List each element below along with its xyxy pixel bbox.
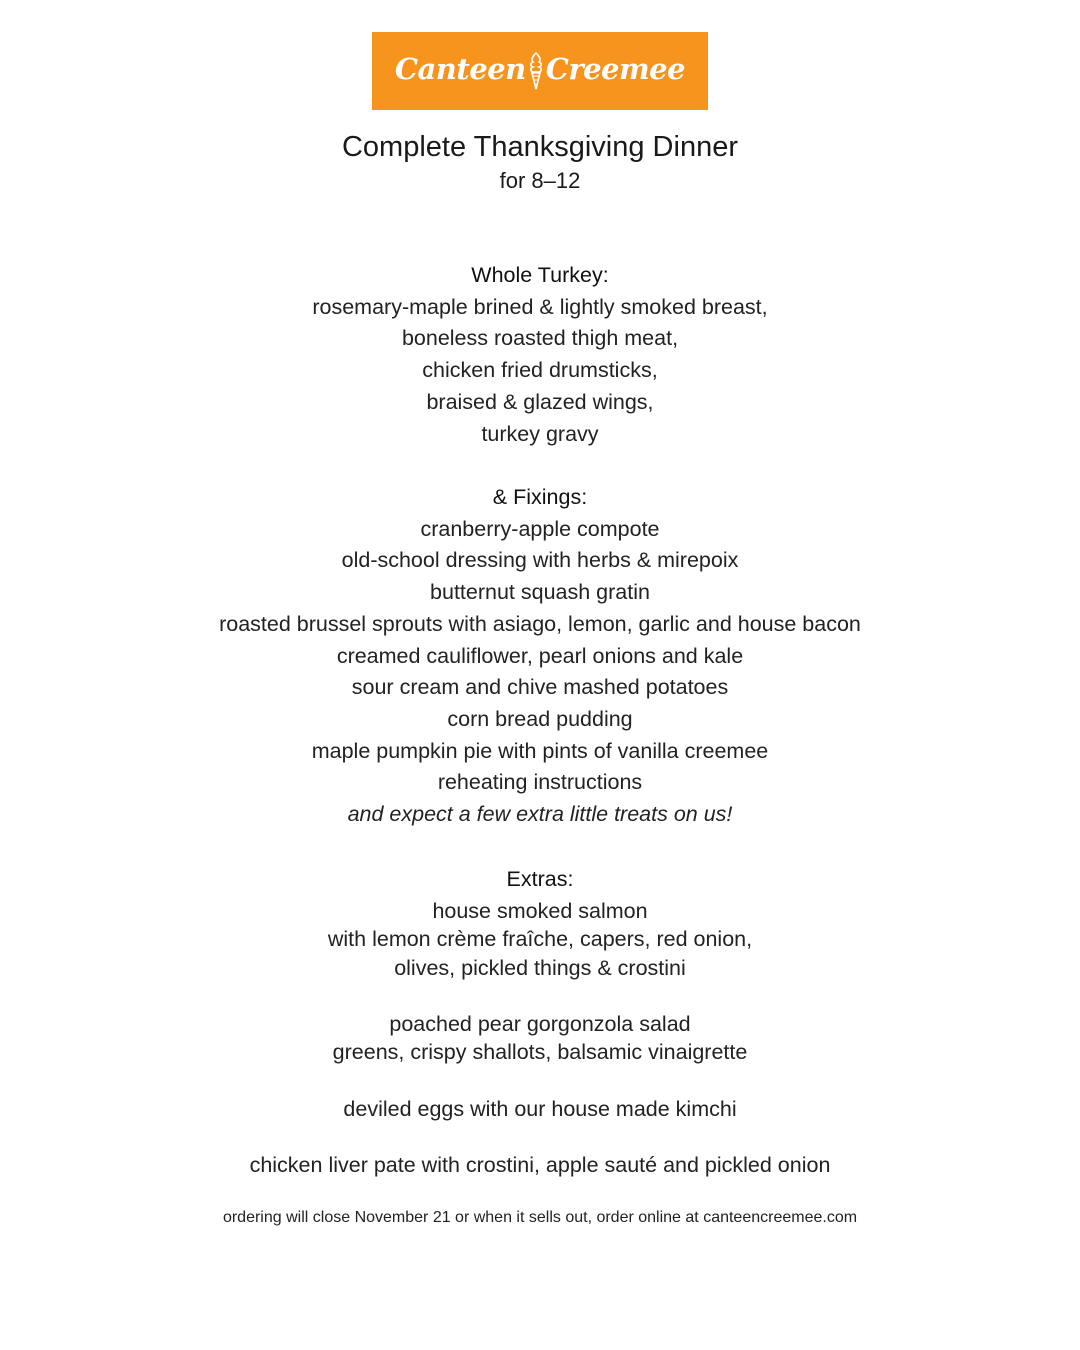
extras-group-salad <box>0 1010 1080 1067</box>
menu-item: corn bread pudding <box>447 706 633 731</box>
ice-cream-cone-icon <box>527 51 545 91</box>
page-subtitle: for 8–12 <box>499 168 581 193</box>
extras-item: poached pear gorgonzola salad <box>389 1012 691 1036</box>
logo-wordmark <box>395 51 685 91</box>
extras-heading-block <box>0 864 1080 896</box>
extras-group-pate <box>0 1151 1080 1179</box>
turkey-section <box>0 260 1080 450</box>
turkey-heading: Whole Turkey: <box>471 263 609 287</box>
menu-item: roasted brussel sprouts with asiago, lemon, garlic and house bacon <box>219 611 861 636</box>
menu-item: creamed cauliflower, pearl onions and kale <box>336 643 744 668</box>
ordering-footer: ordering will close November 21 or when it sells out, order online at canteencreemee.com <box>222 1209 858 1226</box>
menu-item: old-school dressing with herbs & mirepoix <box>341 548 739 573</box>
menu-item: boneless roasted thigh meat, <box>401 326 679 351</box>
extras-item: olives, pickled things & crostini <box>394 955 686 980</box>
brand-logo <box>372 32 708 110</box>
menu-item: maple pumpkin pie with pints of vanilla creemee <box>311 738 769 763</box>
menu-item: rosemary-maple brined & lightly smoked breast, <box>312 294 768 319</box>
logo-text-right: Creemee <box>545 52 686 86</box>
fixings-note: and expect a few extra little treats on us! <box>347 802 733 827</box>
logo-text-left: Canteen <box>394 52 526 86</box>
extras-item: house smoked salmon <box>432 899 648 923</box>
extras-item: with lemon crème fraîche, capers, red onion, <box>327 927 753 952</box>
menu-item: butternut squash gratin <box>430 580 650 605</box>
menu-item: chicken fried drumsticks, <box>422 358 658 383</box>
menu-item: sour cream and chive mashed potatoes <box>351 675 729 700</box>
extras-item: deviled eggs with our house made kimchi <box>343 1097 737 1121</box>
extras-item: greens, crispy shallots, balsamic vinaigrette <box>332 1040 748 1065</box>
extras-item: chicken liver pate with crostini, apple sauté and pickled onion <box>249 1153 831 1177</box>
menu-item: cranberry-apple compote <box>420 516 660 541</box>
extras-heading: Extras: <box>506 867 574 891</box>
menu-item: turkey gravy <box>481 421 599 446</box>
extras-group-salmon <box>0 897 1080 982</box>
fixings-heading: & Fixings: <box>492 485 588 509</box>
extras-group-eggs <box>0 1095 1080 1123</box>
page-title: Complete Thanksgiving Dinner <box>341 131 738 163</box>
menu-item: reheating instructions <box>437 770 643 795</box>
menu-item: braised & glazed wings, <box>426 389 654 414</box>
fixings-section <box>0 482 1080 831</box>
